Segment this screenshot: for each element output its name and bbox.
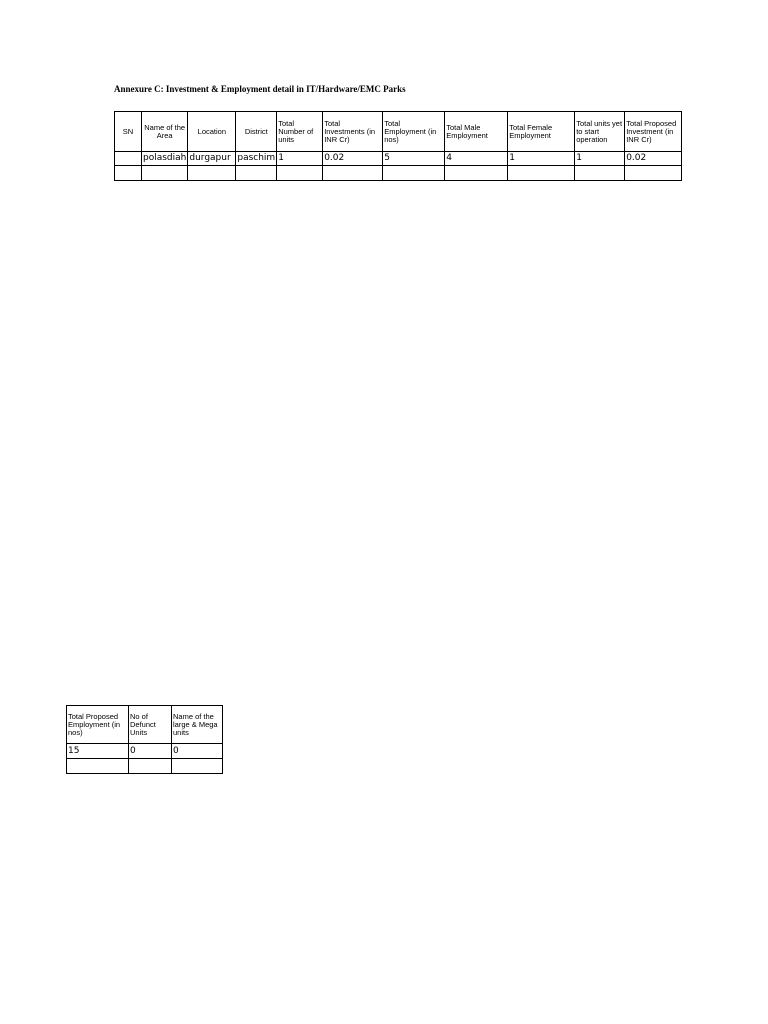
table-row — [67, 744, 223, 759]
empty-cell — [575, 166, 625, 181]
header-location: Location — [188, 112, 236, 152]
cell-female-employment: 1 — [508, 152, 575, 166]
empty-cell — [142, 166, 188, 181]
header-defunct-units: No of Defunct Units — [129, 706, 172, 744]
empty-cell — [277, 166, 323, 181]
cell-large-mega-units: 0 — [172, 744, 223, 759]
empty-cell — [383, 166, 445, 181]
header-units-yet-to-start: Total units yet to start operation — [575, 112, 625, 152]
cell-proposed-employment: 15 — [67, 744, 129, 759]
cell-proposed-investment: 0.02 — [625, 152, 682, 166]
empty-cell — [625, 166, 682, 181]
header-male-employment: Total Male Employment — [445, 112, 508, 152]
header-proposed-employment: Total Proposed Employment (in nos) — [67, 706, 129, 744]
empty-cell — [323, 166, 383, 181]
empty-cell — [67, 759, 129, 774]
cell-sn — [115, 152, 142, 166]
table-row-empty — [115, 166, 682, 181]
cell-total-employment: 5 — [383, 152, 445, 166]
table-row — [115, 152, 682, 166]
annexure-title: Annexure C: Investment & Employment detail in IT/Hardware/EMC Parks — [114, 84, 406, 94]
cell-area-name: polasdiah — [142, 152, 188, 166]
continuation-table — [66, 705, 223, 774]
cell-total-investments: 0.02 — [323, 152, 383, 166]
empty-cell — [188, 166, 236, 181]
cell-total-units: 1 — [277, 152, 323, 166]
header-total-units: Total Number of units — [277, 112, 323, 152]
empty-cell — [129, 759, 172, 774]
header-area-name: Name of the Area — [142, 112, 188, 152]
table-header-row — [115, 112, 682, 152]
header-total-employment: Total Employment (in nos) — [383, 112, 445, 152]
cell-location: durgapur — [188, 152, 236, 166]
empty-cell — [236, 166, 277, 181]
header-proposed-investment: Total Proposed Investment (in INR Cr) — [625, 112, 682, 152]
header-large-mega-units: Name of the large & Mega units — [172, 706, 223, 744]
cell-district: paschim — [236, 152, 277, 166]
cell-units-yet-to-start: 1 — [575, 152, 625, 166]
empty-cell — [445, 166, 508, 181]
header-female-employment: Total Female Employment — [508, 112, 575, 152]
empty-cell — [172, 759, 223, 774]
cell-defunct-units: 0 — [129, 744, 172, 759]
table-header-row — [67, 706, 223, 744]
header-total-investments: Total Investments (in INR Cr) — [323, 112, 383, 152]
investment-employment-table — [114, 111, 682, 181]
header-sn: SN — [115, 112, 142, 152]
empty-cell — [508, 166, 575, 181]
header-district: District — [236, 112, 277, 152]
table-row-empty — [67, 759, 223, 774]
cell-male-employment: 4 — [445, 152, 508, 166]
empty-cell — [115, 166, 142, 181]
